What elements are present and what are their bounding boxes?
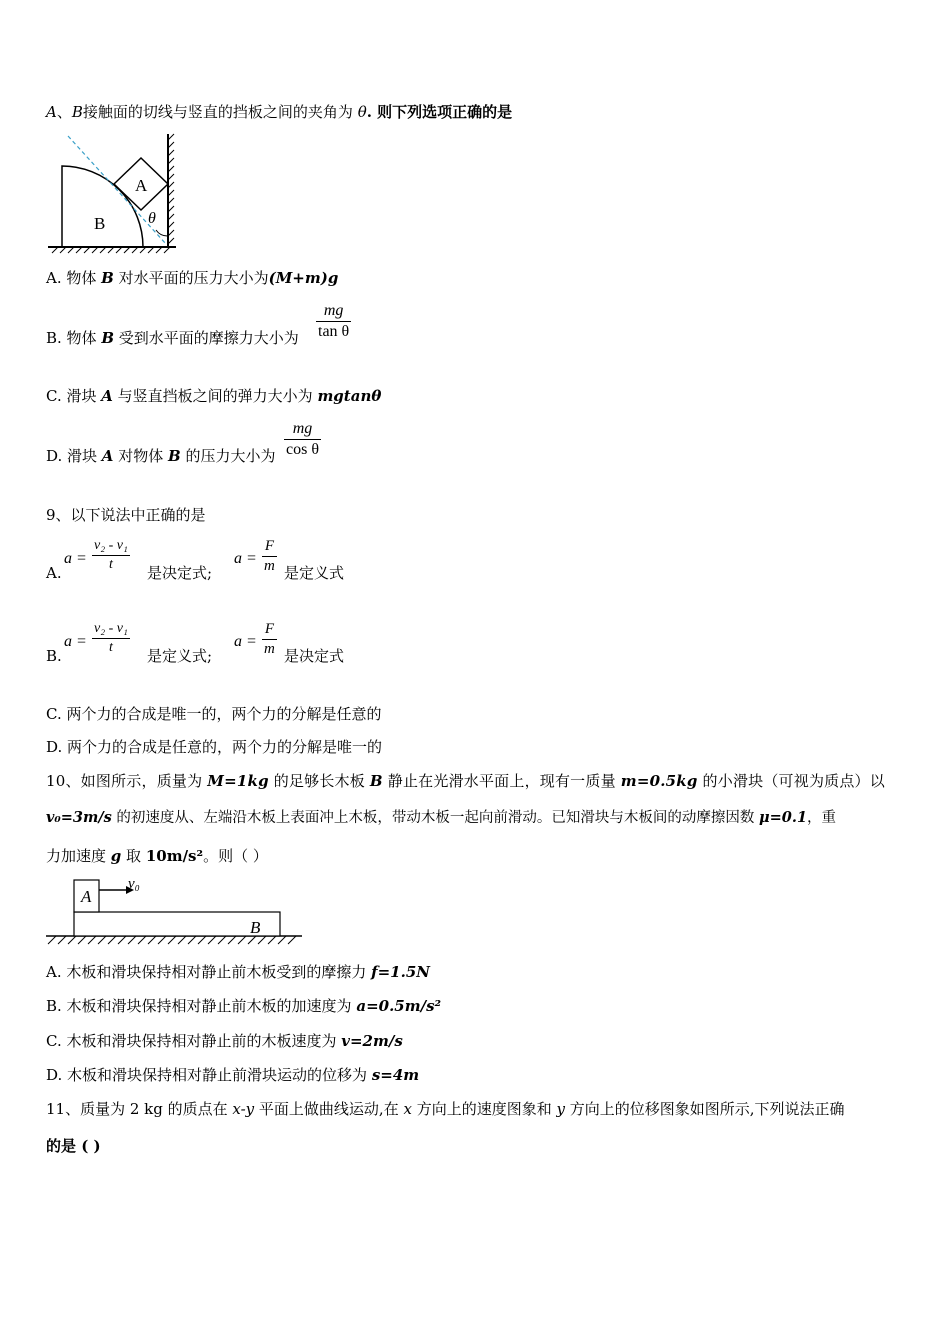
q11-line1 xyxy=(46,1099,845,1119)
fraction-bar xyxy=(262,639,277,640)
q9-option-a-fraction1 xyxy=(92,538,130,573)
q8-option-c-expr: mgtanθ xyxy=(317,387,382,405)
q8-option-b-fraction xyxy=(316,302,351,341)
q10-option-a-expr: f=1.5N xyxy=(371,963,430,981)
q8-intro-end: . 则下列选项正确的是 xyxy=(366,103,513,121)
q8-option-d-var: A xyxy=(101,447,114,465)
q9-option-a-text1: 是决定式; xyxy=(147,564,213,582)
q10-fig-label-v0: v₀ xyxy=(128,876,140,892)
q10-line3 xyxy=(46,846,268,866)
q8-option-b-den: tan θ xyxy=(318,323,350,340)
q8-intro-theta: θ xyxy=(357,103,367,121)
q10-figure xyxy=(44,872,308,952)
q10-line2-c: μ=0.1 xyxy=(759,809,808,826)
q8-option-a-text: 对水平面的压力大小为 xyxy=(113,269,269,287)
q11-line1-a: 11、质量为 2 kg 的质点在 xyxy=(46,1100,233,1118)
q11-line2: 的是 ( ) xyxy=(46,1137,101,1155)
q11-line1-d: x xyxy=(403,1100,412,1118)
q10-option-c-expr: v=2m/s xyxy=(341,1032,403,1050)
q8-option-a xyxy=(46,268,338,288)
q9-option-b-num2: F xyxy=(264,621,274,637)
q8-option-d-text: 对物体 xyxy=(113,447,168,465)
q8-fig-label-a: A xyxy=(135,176,148,195)
q10-option-c-text: C. 木板和滑块保持相对静止前的木板速度为 xyxy=(46,1032,342,1050)
q9-option-b-num1: v₂ - v₁ xyxy=(94,621,128,636)
q10-line1-e: 静止在光滑水平面上，现有一质量 xyxy=(382,772,621,790)
q10-line1-f: m=0.5kg xyxy=(620,772,698,790)
q8-fig-label-b: B xyxy=(94,214,106,233)
q9-option-a-lhs2: a = xyxy=(234,550,257,567)
q8-figure xyxy=(44,132,184,257)
q10-option-d-expr: s=4m xyxy=(371,1066,420,1084)
q8-intro xyxy=(46,102,512,122)
q10-line1-b: M=1kg xyxy=(207,772,269,790)
q10-line1 xyxy=(46,771,885,791)
q11-line1-b: x-y xyxy=(232,1100,255,1118)
q10-option-d-text: D. 木板和滑块保持相对静止前滑块运动的位移为 xyxy=(46,1066,372,1084)
q10-fig-label-a: A xyxy=(81,887,92,906)
q9-option-d: D. 两个力的合成是任意的，两个力的分解是唯一的 xyxy=(46,738,383,756)
q9-option-a-num1: v₂ - v₁ xyxy=(94,538,128,553)
fraction-bar xyxy=(92,638,130,639)
q9-option-b-den1: t xyxy=(108,640,113,655)
q9-option-a-num2: F xyxy=(264,538,274,554)
q9-option-a-text2: 是定义式 xyxy=(284,564,345,582)
q8-option-d-prefix: D. 滑块 xyxy=(46,447,102,465)
q8-fig-label-theta: θ xyxy=(148,210,156,227)
q8-option-c-prefix: C. 滑块 xyxy=(46,387,102,405)
q10-line3-e: 。则（ ） xyxy=(203,847,268,865)
q11-line1-g: 方向上的位移图象如图所示,下列说法正确 xyxy=(564,1100,845,1118)
q8-option-b-prefix: B. 物体 xyxy=(46,329,102,347)
q9-option-a-den2: m xyxy=(264,558,275,574)
q8-option-b-text: 受到水平面的摩擦力大小为 xyxy=(114,329,299,347)
q10-option-b xyxy=(46,996,441,1016)
fraction-bar xyxy=(92,555,130,556)
q9-option-b-text1: 是定义式; xyxy=(147,647,213,665)
q9-title: 9、以下说法中正确的是 xyxy=(46,506,206,524)
q10-option-a xyxy=(46,962,430,982)
q8-intro-text: 接触面的切线与竖直的挡板之间的夹角为 xyxy=(82,103,353,121)
q9-option-c: C. 两个力的合成是唯一的，两个力的分解是任意的 xyxy=(46,705,382,723)
q9-option-b-lhs2: a = xyxy=(234,633,257,650)
fraction-bar xyxy=(316,321,351,322)
q8-intro-sep: 、 xyxy=(56,103,72,121)
q10-option-c xyxy=(46,1031,403,1051)
q8-option-d-den: cos θ xyxy=(286,441,319,458)
q10-line1-d: B xyxy=(369,772,383,790)
q10-line3-b: g xyxy=(110,847,122,865)
q8-option-d-text2: 的压力大小为 xyxy=(180,447,276,465)
q11-line1-f: y xyxy=(556,1100,565,1118)
q10-line3-d: 10m/s² xyxy=(145,847,204,865)
q8-option-c-var: A xyxy=(101,387,113,405)
fraction-bar xyxy=(284,439,321,440)
q9-option-b-fraction1 xyxy=(92,621,130,656)
q10-line2-b: 的初速度从、左端沿木板上表面冲上木板，带动木板一起向前滑动。已知滑块与木板间的动摩擦因数 xyxy=(111,810,760,826)
q10-fig-label-b: B xyxy=(250,918,261,937)
q9-option-a-lhs1: a = xyxy=(64,550,87,567)
q8-option-d-var2: B xyxy=(167,447,181,465)
q10-option-d xyxy=(46,1065,419,1085)
q11-line1-c: 平面上做曲线运动,在 xyxy=(254,1100,404,1118)
q10-line3-c: 取 xyxy=(121,847,146,865)
q11-line1-e: 方向上的速度图象和 xyxy=(411,1100,557,1118)
q8-option-b xyxy=(46,328,299,348)
q10-option-a-text: A. 木板和滑块保持相对静止前木板受到的摩擦力 xyxy=(46,963,372,981)
q10-line2-a: v₀=3m/s xyxy=(46,809,112,826)
q8-option-c-text: 与竖直挡板之间的弹力大小为 xyxy=(112,387,318,405)
q9-option-a-label: A. xyxy=(46,564,62,582)
q10-option-b-expr: a=0.5m/s² xyxy=(356,997,442,1015)
q8-intro-a: A xyxy=(46,103,57,121)
q9-option-b-label: B. xyxy=(46,647,62,665)
q8-option-d xyxy=(46,446,275,466)
q9-option-b-lhs1: a = xyxy=(64,633,87,650)
q8-intro-b: B xyxy=(71,103,83,121)
q8-option-a-prefix: A. 物体 xyxy=(46,269,102,287)
q10-line1-g: 的小滑块（可视为质点）以 xyxy=(697,772,885,790)
q10-line2 xyxy=(46,808,836,828)
q10-line3-a: 力加速度 xyxy=(46,847,111,865)
q8-option-c xyxy=(46,386,381,406)
q9-option-a-den1: t xyxy=(108,557,113,572)
q8-option-a-expr: (M+m)g xyxy=(268,269,339,287)
q8-option-d-fraction xyxy=(284,420,321,459)
q10-line2-d: ，重 xyxy=(807,810,837,826)
q9-option-b-den2: m xyxy=(264,641,275,657)
q9-option-b-text2: 是决定式 xyxy=(284,647,345,665)
q10-line1-a: 10、如图所示，质量为 xyxy=(46,772,208,790)
q10-option-b-text: B. 木板和滑块保持相对静止前木板的加速度为 xyxy=(46,997,357,1015)
fraction-bar xyxy=(262,556,277,557)
q8-option-a-var: B xyxy=(101,269,114,287)
q8-option-b-num: mg xyxy=(323,302,344,319)
q10-line1-c: 的足够长木板 xyxy=(268,772,370,790)
q8-option-b-var: B xyxy=(101,329,115,347)
q8-option-d-num: mg xyxy=(292,420,313,437)
q9-option-b-fraction2 xyxy=(262,621,277,658)
q9-option-a-fraction2 xyxy=(262,538,277,575)
